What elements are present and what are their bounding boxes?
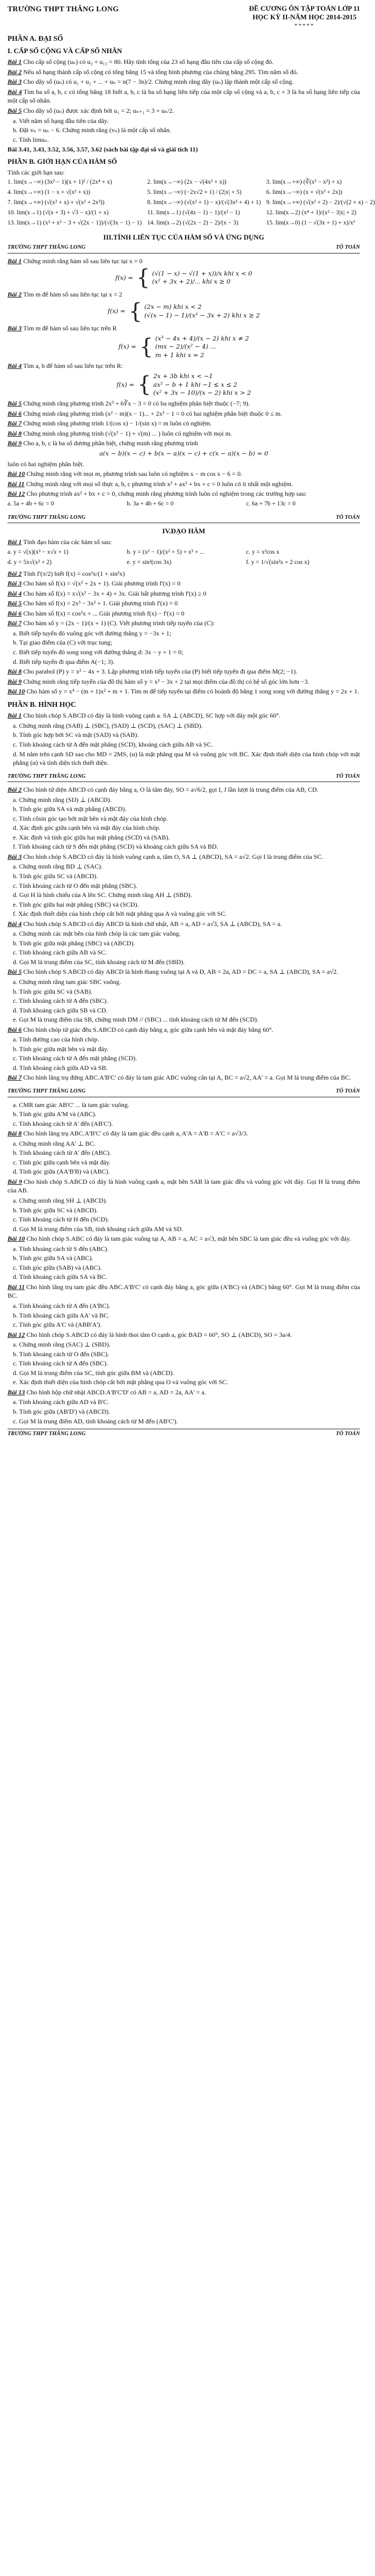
running-header-dept: TỔ TOÁN	[335, 1088, 360, 1095]
limit-item: 10. lim(x→1) (√(x + 3) + √3 − x)/(1 + x)	[8, 209, 109, 216]
geometry-6-sub: b. Tính góc giữa mặt bên và mặt đáy.	[13, 1045, 109, 1053]
section-3-heading: III.TÍNH LIÊN TỤC CỦA HÀM SỐ VÀ ỨNG DỤNG	[103, 233, 264, 242]
running-header	[8, 1088, 360, 1097]
geometry-exercise-6: Bài 6 Cho hình chóp tứ giác đều S.ABCD có cạnh đáy bằng a, góc giữa cạnh bên và mặt đáy bằng 60°.	[8, 1025, 274, 1033]
function-name: f(x) =	[118, 343, 136, 351]
textbook-exercise-note: Bài 3.41, 3.43, 3.52, 3.56, 3.57, 3.62 (sách bài tập đại số và giải tích 11)	[8, 146, 198, 154]
geometry-12-sub: c. Tính khoảng cách từ A đến (SBC).	[13, 1359, 108, 1367]
derivative-function-grid	[8, 548, 360, 567]
geometry-4-sub: a. Chứng minh các mặt bên của hình chóp là các tam giác vuông.	[13, 930, 181, 938]
geometry-3-sub: b. Tính góc giữa SC và (ABCD).	[13, 872, 98, 880]
derivative-exercise-3: Bài 3 Cho hàm số f(x) = √(x² + 2x + 1). Giải phương trình f'(x) = 0	[8, 580, 181, 588]
derivative-exercise-9: Bài 9 Chứng minh rằng tiếp tuyến của đồ thị hàm số y = x³ − 3x + 2 tại mọi điểm của đồ thị có hệ số góc lớn hơn −3.	[8, 677, 310, 685]
geometry-exercise-7: Bài 7 Cho hình lăng trụ đứng ABC.A'B'C' có đáy là tam giác ABC vuông cân tại A, BC = a√2, AA' = a. Gọi M là trung điểm của BC.	[8, 1074, 351, 1082]
part-a-heading: PHẦN A. ĐẠI SỐ	[8, 34, 63, 42]
continuity-exercise-10: Bài 10 Chứng minh rằng với mọi m, phương trình sau luôn có nghiệm x − m cos x − 6 = 0.	[8, 470, 242, 478]
piece-line: ax² − b + 1 khi −1 ≤ x ≤ 2	[153, 380, 238, 388]
piece-line: m + 1 khi x = 2	[155, 351, 204, 359]
geometry-12-sub: d. Gọi M là trung điểm của SC, tính góc giữa BM và (ABCD).	[13, 1369, 174, 1377]
geometry-2-sub: c. Tính côsin góc tạo bởi mặt bên và mặt đáy của hình chóp.	[13, 814, 168, 822]
geometry-5-sub: b. Tính góc giữa SC và (SAB).	[13, 987, 93, 995]
footer-dept: TỔ TOÁN	[335, 1431, 360, 1437]
geometry-2-sub: b. Tính góc giữa SA và mặt phẳng (ABCD).	[13, 805, 127, 813]
continuity-exercise-7: Bài 7 Chứng minh rằng phương trình 1/(cos x) − 1/(sin x) = m luôn có nghiệm.	[8, 419, 212, 428]
document-header	[8, 4, 360, 30]
exercise-7-sub-c: c. Biết tiếp tuyến đó song song với đường thẳng d: 3x − y + 1 = 0;	[13, 648, 183, 656]
piece-line: (mx − 2)/(x² − 4) ...	[155, 343, 216, 351]
continuity-exercise-12: Bài 12 Cho phương trình ax² + bx + c = 0, chứng minh rằng phương trình luôn có nghiệm trong các trường hợp sau:	[8, 490, 307, 498]
geometry-8-sub: a. Chứng minh rằng AA' ⊥ BC.	[13, 1139, 95, 1147]
geometry-4-sub: b. Tính góc giữa mặt phẳng (SBC) và (ABCD).	[13, 939, 135, 947]
piecewise-function-1	[8, 265, 360, 291]
limit-item: 5. lim(x→−∞) (−2x√2 + 1) / (2|x| + 5)	[147, 189, 242, 196]
case-item: b. 3a + 4b + 6c = 0	[127, 501, 174, 508]
limit-item: 12. lim(x→2) (x⁴ + 1)/(x² − 3|x| + 2)	[266, 209, 357, 216]
geometry-13-sub: b. Tính góc giữa (AB'D') và (ABCD).	[13, 1408, 111, 1416]
piece-line: (√(1 − x) − √(1 + x))/x khi x < 0	[152, 269, 252, 277]
footer-school: TRƯỜNG THPT THĂNG LONG	[8, 1431, 86, 1437]
geometry-11-sub: b. Tính khoảng cách giữa AA' và BC.	[13, 1311, 110, 1319]
geometry-4-sub: d. Gọi M là trung điểm của SC, tính khoảng cách từ M đến (SBD).	[13, 958, 185, 966]
derivative-exercise-1: Bài 1 Tính đạo hàm của các hàm số sau:	[8, 538, 112, 546]
function-item: d. y = 5x√(x² + 2)	[8, 559, 52, 566]
title-stars: *****	[294, 22, 315, 29]
piece-line: (x³ − 4x + 4)/(x − 2) khi x ≠ 2	[155, 334, 249, 342]
geometry-2-sub: d. Xác định góc giữa cạnh bên và mặt đáy của hình chóp.	[13, 824, 161, 832]
exercise-9-equation: a(x − b)(x − c) + b(x − a)(x − c) + c(x − a)(x − b) = 0	[99, 449, 268, 457]
geometry-11-sub: a. Tính khoảng cách từ A đến (A'BC).	[13, 1302, 111, 1309]
geometry-7-sub: b. Tính góc giữa A'M và (ABC).	[13, 1110, 97, 1118]
geometry-7-sub: a. CMR tam giác AB'C' ... là tam giác vuông.	[13, 1101, 129, 1109]
geometry-10-sub: a. Tính khoảng cách từ S đến (ABC).	[13, 1244, 109, 1253]
geometry-6-sub: a. Tính đường cao của hình chóp.	[13, 1036, 99, 1044]
exercise-1: Bài 1 Cho cấp số cộng (uₙ) có u₃ + u₁₃ = 80. Hãy tính tổng của 23 số hạng đầu tiên của cấp số cộng đó.	[8, 58, 274, 66]
running-header	[8, 773, 360, 782]
continuity-exercise-3: Bài 3 Tìm m để hàm số sau liên tục trên R	[8, 324, 117, 332]
derivative-exercise-2: Bài 2 Tính f'(π/2) biết f(x) = cos²x/(1 + sin²x)	[8, 569, 125, 577]
exercise-2: Bài 2 Nếu số hạng thành cấp số cộng có tổng bằng 15 và tổng bình phương của chúng bằng 295. Tìm năm số đó.	[8, 68, 298, 76]
geometry-3-sub: d. Gọi H là hình chiếu của A lên SC. Chứng minh rằng AH ⊥ (SBD).	[13, 891, 192, 899]
geometry-4-sub: c. Tính khoảng cách giữa AB và SC.	[13, 949, 107, 957]
geometry-13-sub: c. Gọi M là trung điểm AD, tính khoảng cách từ M đến (AB'C').	[13, 1417, 178, 1425]
geometry-exercise-4: Bài 4 Cho hình chóp S.ABCD có đáy ABCD là hình chữ nhật, AB = a, AD = a√3, SA ⊥ (ABCD), SA = a.	[8, 920, 282, 928]
geometry-5-sub: d. Tính khoảng cách giữa SB và CD.	[13, 1006, 108, 1014]
geometry-12-sub: b. Tính khoảng cách từ O đến (SBC).	[13, 1350, 109, 1358]
geometry-exercise-3: Bài 3 Cho hình chóp S.ABCD có đáy là hình vuông cạnh a, tâm O, SA ⊥ (ABCD), SA = a√2. Gọi I là trung điểm của SC.	[8, 852, 323, 860]
section-4-heading: IV.ĐẠO HÀM	[162, 527, 205, 536]
function-name: f(x) =	[115, 273, 134, 281]
running-header-school: TRƯỜNG THPT THĂNG LONG	[8, 773, 86, 779]
part-b-heading: PHẦN B. HÌNH HỌC	[8, 700, 76, 708]
exercise-5-sub-b: b. Đặt vₙ = uₙ − 6. Chứng minh rằng (vₙ) là một cấp số nhân.	[13, 126, 171, 134]
geometry-exercise-11: Bài 11 Cho hình lăng trụ tam giác đều ABC.A'B'C' có cạnh đáy bằng a, góc giữa (A'BC) và (ABC) bằng 60°. Gọi M là trung điểm của BC.	[8, 1283, 360, 1300]
geometry-8-sub: c. Tính góc giữa cạnh bên và mặt đáy.	[13, 1158, 111, 1166]
derivative-exercise-8: Bài 8 Cho parabol (P) y = x² − 4x + 3. Lập phương trình tiếp tuyến của (P) biết tiếp tuyến đi qua điểm M(2; −1).	[8, 668, 298, 676]
outline-title	[249, 4, 360, 30]
geometry-6-sub: d. Tính khoảng cách giữa AD và SB.	[13, 1063, 108, 1072]
page-1	[8, 4, 375, 227]
geometry-5-sub: e. Gọi M là trung điểm của SB, chứng minh DM // (SBC) ... tính khoảng cách từ M đến (SCD).	[13, 1016, 259, 1024]
piece-line: (√(x − 1) − 1)/(x² − 3x + 2) khi x ≥ 2	[144, 312, 260, 319]
page-3	[8, 514, 360, 768]
left-brace-icon: {	[139, 335, 153, 360]
function-item: c. y = x²cos x	[246, 548, 280, 555]
limit-item: 13. lim(x→1) (x³ + x² − 3 + √(2x − 1))/(√(3x − 1) − 1)	[8, 219, 142, 226]
function-item: b. y = (x² − 1)/(x² + 5) + x³ + ...	[127, 548, 204, 555]
derivative-exercise-4: Bài 4 Cho hàm số f(x) = x√(x² − 3x + 4) + 3x. Giải bất phương trình f'(x) ≥ 0	[8, 589, 207, 597]
geometry-exercise-13: Bài 13 Cho hình hộp chữ nhật ABCD.A'B'C'D' có AB = a, AD = 2a, AA' = a.	[8, 1388, 206, 1396]
limit-item: 15. lim(x→0) (1 − √(3x + 1) + x)/x³	[266, 219, 355, 226]
limit-item: 14. lim(x→2) (√(2x − 2) − 2)/(x − 3)	[147, 219, 239, 226]
geometry-5-sub: c. Tính khoảng cách từ A đến (SBC).	[13, 997, 108, 1005]
limit-item: 3. lim(x→+∞) (∛(x³ − x²) + x)	[266, 179, 342, 186]
exercise-9-tail: luôn có hai nghiệm phân biệt.	[8, 460, 84, 468]
geometry-1-sub-d: d. M nằm trên cạnh SD sao cho MD = 2MS, (α) là mặt phẳng qua M và vuông góc với BC. Xác định thiết diện của hình chóp với mặt phẳng (α) và tính diện tích thiết diện.	[13, 750, 360, 767]
exercise-7-sub-a: a. Biết tiếp tuyến đó vuông góc với đường thẳng y = −3x + 1;	[13, 629, 172, 637]
running-header-dept: TỔ TOÁN	[335, 244, 360, 251]
geometry-12-sub: a. Chứng minh rằng (SAC) ⊥ (SBD).	[13, 1341, 111, 1349]
geometry-7-sub: c. Tính khoảng cách từ A' đến (AB'C').	[13, 1119, 113, 1127]
geometry-1-sub-b: b. Tính góc hợp bởi SC và mặt (SAD) và (SAB).	[13, 731, 139, 739]
piece-line: (x² + 3x − 10)/(x − 2) khi x > 2	[153, 389, 251, 397]
limits-intro: Tính các giới hạn sau:	[8, 168, 65, 176]
running-header	[8, 514, 360, 523]
section-2-heading: PHẦN B. GIỚI HẠN CỦA HÀM SỐ	[8, 157, 117, 165]
geometry-6-sub: c. Tính khoảng cách từ A đến mặt phẳng (SCD).	[13, 1054, 137, 1062]
function-name: f(x) =	[116, 380, 135, 388]
function-name: f(x) =	[107, 307, 126, 315]
piece-line: (x² + 3x + 2)/... khi x ≥ 0	[152, 278, 231, 286]
function-item: f. y = 1/√(sin²x + 2 cos x)	[246, 559, 310, 566]
case-item: c. 6a + 7b + 13c = 0	[246, 501, 296, 508]
geometry-10-sub: c. Tính góc giữa (SAB) và (ABC).	[13, 1263, 102, 1271]
running-header	[8, 244, 360, 253]
geometry-9-sub: d. Gọi M là trung điểm của SB, tính khoảng cách giữa AM và SD.	[13, 1225, 183, 1233]
geometry-10-sub: b. Tính góc giữa SA và (ABC).	[13, 1254, 93, 1262]
geometry-exercise-1: Bài 1 Cho hình chóp S.ABCD có đáy là hình vuông cạnh a. SA ⊥ (ABCD), SC hợp với đáy một góc 60°.	[8, 712, 281, 720]
geometry-1-sub-a: a. Chứng minh rằng (SAB) ⊥ (SBC), (SAD) ⊥ (SCD), (SAC) ⊥ (SBD).	[13, 721, 203, 729]
exercise-5-sub-c: c. Tính limuₙ.	[13, 135, 49, 143]
running-header-dept: TỔ TOÁN	[335, 514, 360, 520]
geometry-2-sub: f. Tính khoảng cách từ S đến mặt phẳng (SCD) và khoảng cách giữa SA và BD.	[13, 843, 218, 851]
piece-line: 2x + 3b khi x < −1	[153, 372, 213, 380]
function-item: e. y = sin²(cos 3x)	[127, 559, 172, 566]
geometry-2-sub: a. Chứng minh rằng (SIJ) ⊥ (ABCD).	[13, 795, 112, 804]
page-2	[8, 233, 360, 508]
geometry-exercise-5: Bài 5 Cho hình chóp S.ABCD có đáy ABCD là hình thang vuông tại A và D, AB = 2a, AD = DC = a, SA ⊥ (ABCD), SA = a√2.	[8, 968, 339, 976]
continuity-exercise-6: Bài 6 Chứng minh rằng phương trình (x² − m)(x − 1)... + 2x³ − 1 = 0 có hai nghiệm phân biệt thuộc 0 ≤ m.	[8, 409, 282, 417]
continuity-exercise-9: Bài 9 Cho a, b, c là ba số dương phân biệt, chứng minh rằng phương trình	[8, 439, 198, 447]
geometry-3-sub: f. Xác định thiết diện của hình chóp cắt bởi mặt phẳng qua A và vuông góc với SC.	[13, 910, 227, 918]
exercise-7-sub-b: b. Tại giao điểm của (C) với trục tung;	[13, 639, 113, 647]
geometry-10-sub: d. Tính khoảng cách giữa SA và BC.	[13, 1273, 107, 1281]
derivative-exercise-10: Bài 10 Cho hàm số y = x⁴ − (m + 1)x² + m + 1. Tìm m để tiếp tuyến tại điểm có hoành độ bằng 1 song song với đường thẳng y = 2x + 1.	[8, 688, 359, 696]
geometry-exercise-9: Bài 9 Cho hình chóp S.ABCD có đáy là hình vuông cạnh a, mặt bên SAB là tam giác đều và vuông góc với đáy. Gọi H là trung điểm của AB.	[8, 1177, 361, 1195]
exercise-5-sub-a: a. Viết năm số hạng đầu tiên của dãy.	[13, 117, 109, 125]
geometry-9-sub: b. Tính góc giữa SC và (ABCD).	[13, 1206, 98, 1214]
limit-item: 11. lim(x→1) (√(4x − 1) − 1)/(x² − 1)	[147, 209, 240, 216]
geometry-2-sub: e. Xác định và tính góc giữa hai mặt phẳng (SCD) và (SAB).	[13, 833, 170, 841]
geometry-8-sub: d. Tính góc giữa (AA'B'B) và (ABC).	[13, 1168, 110, 1176]
left-brace-icon: {	[136, 265, 150, 291]
derivative-exercise-7: Bài 7 Cho hàm số y = (2x − 1)/(x + 1) (C). Viết phương trình tiếp tuyến của (C):	[8, 619, 215, 627]
limit-item: 8. lim(x→−∞) (√(x² + 1) − x)/(√(3x² + 4) + 1)	[147, 199, 261, 206]
geometry-11-sub: c. Tính góc giữa A'C và (ABB'A').	[13, 1321, 102, 1329]
page-5	[8, 1088, 360, 1438]
geometry-9-sub: c. Tính khoảng cách từ H đến (SCD).	[13, 1215, 109, 1224]
geometry-8-sub: b. Tính khoảng cách từ A' đến (ABC).	[13, 1149, 111, 1157]
outline-title-line-1: ĐỀ CƯƠNG ÔN TẬP TOÁN LỚP 11	[249, 4, 360, 12]
geometry-3-sub: c. Tính khoảng cách từ O đến mặt phẳng (SBC).	[13, 881, 137, 889]
continuity-exercise-5: Bài 5 Chứng minh rằng phương trình 2x³ + 6∛x − 3 = 0 có ba nghiệm phân biệt thuộc (−7; 9).	[8, 400, 250, 408]
running-header-school: TRƯỜNG THPT THĂNG LONG	[8, 244, 86, 251]
piecewise-function-2	[8, 301, 360, 322]
exercise-3: Bài 3 Cho dãy số (uₙ) có u₁ + u₂ + ... + uₙ = n(7 − 3n)/2. Chứng minh rằng dãy (uₙ) lập thành một cấp số cộng.	[8, 78, 294, 86]
piecewise-function-4	[8, 372, 360, 398]
exercise-12-cases	[8, 500, 360, 509]
case-item: a. 5a + 4b + 6c = 0	[8, 501, 54, 508]
piecewise-function-3	[8, 335, 360, 360]
geometry-3-sub: a. Chứng minh rằng BD ⊥ (SAC).	[13, 863, 103, 871]
limits-grid	[8, 178, 375, 227]
limit-item: 7. lim(x→+∞) (√(x² + x) + √(x² + 2x³))	[8, 199, 105, 206]
limit-item: 6. lim(x→−∞) (x + √(x² + 2x))	[266, 189, 343, 196]
geometry-1-sub-c: c. Tính khoảng cách từ A đến mặt phẳng (SCD), khoảng cách giữa AB và SC.	[13, 740, 213, 748]
continuity-exercise-4: Bài 4 Tìm a, b để hàm số sau liên tục trên R:	[8, 362, 123, 370]
limit-item: 2. lim(x→−∞) (2x − √(4x² + x))	[147, 179, 226, 186]
page-4	[8, 773, 360, 1082]
geometry-9-sub: a. Chứng minh rằng SH ⊥ (ABCD).	[13, 1196, 107, 1204]
exercise-5: Bài 5 Cho dãy số (uₙ) được xác định bởi u₁ = 2; uₙ₊₁ = 3 + uₙ/2.	[8, 106, 174, 114]
school-name: TRƯỜNG THPT THĂNG LONG	[8, 5, 119, 13]
limit-item: 4. lim(x→+∞) (1 − x + √(x² + x))	[8, 189, 91, 196]
running-header-school: TRƯỜNG THPT THĂNG LONG	[8, 514, 86, 520]
geometry-exercise-12: Bài 12 Cho hình chóp S.ABCD có đáy là hình thoi tâm O cạnh a, góc BAD = 60°, SO ⊥ (ABCD), SO = 3a/4.	[8, 1330, 292, 1338]
left-brace-icon: {	[137, 372, 151, 397]
section-1-heading: I. CẤP SỐ CỘNG VÀ CẤP SỐ NHÂN	[8, 47, 122, 55]
continuity-exercise-8: Bài 8 Chứng minh rằng phương trình (√(x² − 1) + √(m) ... ) luôn có nghiệm với mọi m.	[8, 429, 232, 437]
continuity-exercise-1: Bài 1 Chứng minh rằng hàm số sau liên tục tại x = 0	[8, 257, 143, 265]
running-header-dept: TỔ TOÁN	[335, 773, 360, 779]
running-header-school: TRƯỜNG THPT THĂNG LONG	[8, 1088, 86, 1095]
geometry-12-sub: e. Xác định thiết diện của hình chóp cắt bởi mặt phẳng qua O và vuông góc với SC.	[13, 1378, 229, 1386]
continuity-exercise-2: Bài 2 Tìm m để hàm số sau liên tục tại x = 2	[8, 291, 122, 299]
exercise-7-sub-d: d. Biết tiếp tuyến đi qua điểm A(−1; 3).	[13, 657, 115, 665]
limit-item: 1. lim(x→−∞) (3x² − 1)(x + 1)² / (2x⁴ + x)	[8, 179, 112, 186]
continuity-exercise-11: Bài 11 Chứng minh rằng với mọi số thực a, b, c phương trình x³ + ax² + bx + c = 0 luôn có ít nhất một nghiệm.	[8, 480, 293, 488]
left-brace-icon: {	[128, 299, 143, 324]
page-footer	[8, 1429, 360, 1438]
geometry-5-sub: a. Chứng minh rằng tam giác SBC vuông.	[13, 978, 121, 986]
geometry-13-sub: a. Tính khoảng cách giữa AD và B'C.	[13, 1398, 109, 1406]
geometry-3-sub: e. Tính góc giữa hai mặt phẳng (SBC) và (SCD).	[13, 900, 139, 908]
function-item: a. y = √(x)(x³ − x√x + 1)	[8, 548, 69, 555]
exercise-4: Bài 4 Tìm ba số a, b, c có tổng bằng 18 biết a, b, c là ba số hạng liên tiếp của một cấp số cộng và a, b, c + 3 là ba số hạng liên tiếp của một cấp số nhân.	[8, 88, 360, 105]
piece-line: (2x − m) khi x < 2	[144, 303, 202, 311]
geometry-exercise-8: Bài 8 Cho hình lăng trụ ABC.A'B'C' có đáy là tam giác đều cạnh a, A'A = A'B = A'C = a√3/3.	[8, 1130, 248, 1138]
geometry-exercise-10: Bài 10 Cho hình chóp S.ABC có đáy là tam giác vuông tại A, AB = a, AC = a√3, mặt bên SBC là tam giác đều và vuông góc với đáy.	[8, 1235, 351, 1243]
limit-item: 9. lim(x→+∞) (√(x² + 2) − 2)/(√(2 + x) − 2)	[266, 199, 375, 206]
outline-title-line-2: HỌC KỲ II-NĂM HỌC 2014-2015	[252, 13, 357, 21]
geometry-exercise-2: Bài 2 Cho hình tứ diện ABCD có cạnh đáy bằng a, O là tâm đáy, SO = a√6/2, gọi I, J lần lượt là trung điểm của AB, CD.	[8, 786, 319, 794]
derivative-exercise-6: Bài 6 Cho hàm số f(x) = cos²x + ... Giải phương trình f(x) − f'(x) = 0	[8, 609, 185, 617]
derivative-exercise-5: Bài 5 Cho hàm số f(x) = 2x³ − 3x² + 1. Giải phương trình f'(x) = 0	[8, 599, 178, 607]
